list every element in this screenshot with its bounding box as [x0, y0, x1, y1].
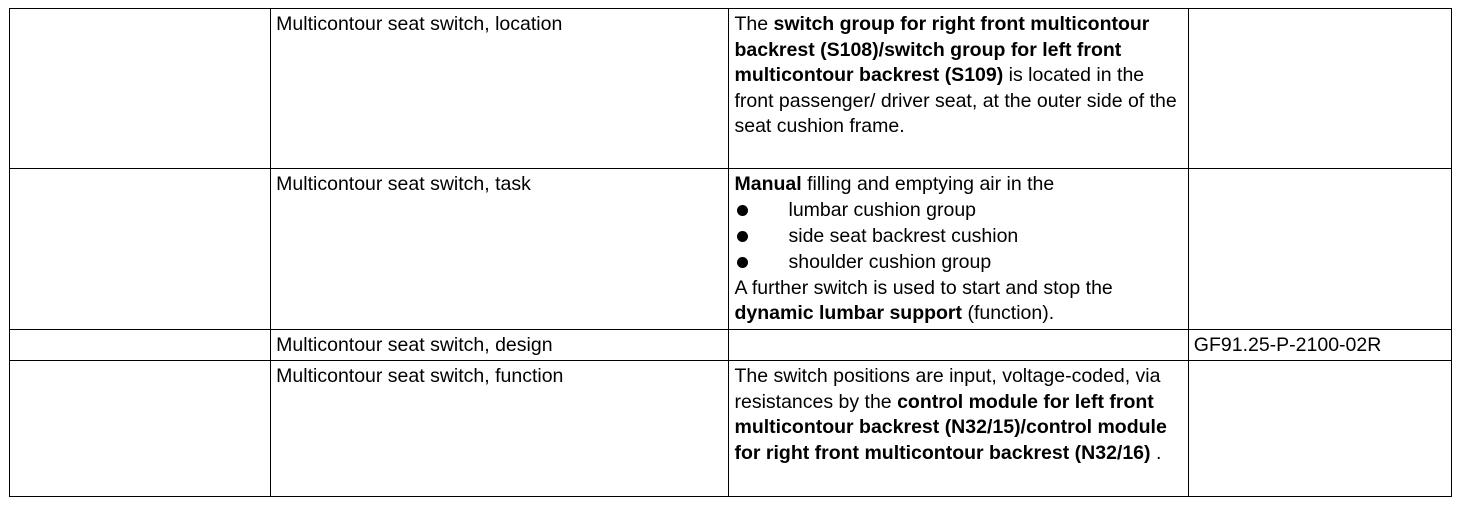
bullet-text: shoulder cushion group — [788, 250, 992, 273]
bullet-item — [734, 224, 1182, 250]
topic-cell: Multicontour seat switch, task — [271, 169, 729, 330]
description-bold-text: Manual — [734, 173, 802, 195]
table-row — [10, 361, 1452, 497]
bullet-item — [734, 198, 1182, 224]
bullet-item — [734, 250, 1182, 276]
reference-cell — [1188, 361, 1451, 497]
document-table — [9, 8, 1452, 497]
bullet-icon — [737, 205, 748, 216]
description-cell — [729, 9, 1188, 169]
description-bold-text: dynamic lumbar support — [734, 302, 963, 324]
description-text: filling and emptying air in the — [801, 173, 1055, 195]
bullet-icon — [737, 231, 748, 242]
blank-cell — [10, 329, 271, 361]
description-text: The — [734, 13, 774, 35]
description-cell — [729, 329, 1188, 361]
bullet-text: lumbar cushion group — [788, 198, 977, 221]
blank-cell — [10, 361, 271, 497]
description-text: The switch positions are input, voltage-coded, via resistances by the — [734, 365, 1161, 413]
blank-cell — [10, 9, 271, 169]
description-line — [734, 276, 1182, 327]
table-row — [10, 329, 1452, 361]
table-row — [10, 9, 1452, 169]
bullet-text: side seat backrest cushion — [788, 224, 1019, 247]
description-text: . — [1150, 441, 1162, 464]
description-text: is located in the front passenger/ driver seat, at the outer side of the seat cushion frame. — [734, 64, 1177, 137]
table-row — [10, 169, 1452, 330]
description-bold-text: switch group for right front multicontour backrest (S108)/switch group for left front multicontour backrest (S109) — [734, 13, 1150, 86]
description-text: A further switch is used to start and stop the — [734, 276, 1113, 299]
topic-cell: Multicontour seat switch, design — [271, 329, 729, 361]
topic-cell: Multicontour seat switch, function — [271, 361, 729, 497]
bullet-icon — [737, 257, 748, 268]
blank-cell — [10, 169, 271, 330]
reference-cell: GF91.25-P-2100-02R — [1188, 329, 1451, 361]
reference-cell — [1188, 9, 1451, 169]
description-text: (function). — [962, 302, 1055, 324]
description-line — [734, 172, 1182, 198]
reference-cell — [1188, 169, 1451, 330]
description-cell — [729, 361, 1188, 497]
topic-cell: Multicontour seat switch, location — [271, 9, 729, 169]
description-bold-text: control module for left front multicontour backrest (N32/15)/control module for right front multicontour backrest (N32/16) — [734, 390, 1167, 464]
description-cell — [729, 169, 1188, 330]
